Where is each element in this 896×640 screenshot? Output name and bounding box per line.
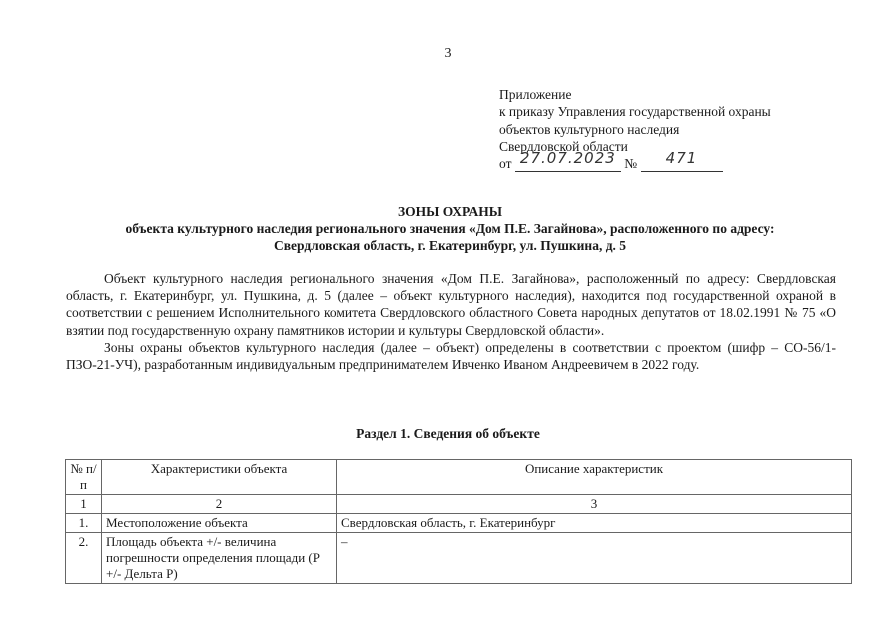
header-cell: Характеристики объекта [102,460,337,495]
object-info-table [65,459,852,584]
appendix-date-line [499,149,771,172]
section-title: Раздел 1. Сведения об объекте [356,426,540,441]
title-line: ЗОНЫ ОХРАНЫ [398,204,502,219]
row-characteristic: Площадь объекта +/- величина погрешности определения площади (Р +/- Дельта Р) [102,533,337,584]
title-line: объекта культурного наследия регионального значения «Дом П.Е. Загайнова», расположенного по адресу: [125,221,775,236]
number-prefix: № [624,156,638,172]
date-prefix: от [499,156,512,172]
appendix-line: к приказу Управления государственной охраны [499,104,771,120]
table-row [66,533,852,584]
header-cell: № п/п [66,460,102,495]
appendix-line: Свердловской области [499,138,628,154]
index-cell: 1 [66,495,102,514]
number-field [641,149,723,172]
row-number: 1. [66,514,102,533]
paragraph: Объект культурного наследия регионального значения «Дом П.Е. Загайнова», расположенный по адресу: Свердловская область, г. Екатеринбург, ул. Пушкина, д. 5 (далее – объект культурного наследия), находится под государственной охраной в соответствии с решением Исполнительного комитета Свердловского областного Совета народных депутатов от 18.02.1991 № 75 «О взятии под государственную охрану памятников истории и культуры Свердловской области». [66,271,836,338]
header-cell: Описание характеристик [337,460,852,495]
index-cell: 3 [337,495,852,514]
page-number: 3 [444,46,452,61]
index-cell: 2 [102,495,337,514]
appendix-block [499,86,771,172]
table-row [66,514,852,533]
table-index-row [66,495,852,514]
body-text [66,270,836,373]
paragraph: Зоны охраны объектов культурного наследия (далее – объект) определены в соответствии с проектом (шифр – СО-56/1-ПЗО-21-УЧ), разработанным индивидуальным предпринимателем Ивченко Иваном Андреевичем в 2022 году. [66,339,836,373]
appendix-line: объектов культурного наследия [499,121,680,137]
handwritten-date: 27.07.2023 [519,149,616,168]
row-description: – [337,533,852,584]
row-number: 2. [66,533,102,584]
table-header-row [66,460,852,495]
handwritten-number: 471 [665,149,698,168]
date-field [515,149,621,172]
appendix-line: Приложение [499,87,572,102]
document-title [60,203,840,254]
title-line: Свердловская область, г. Екатеринбург, ул. Пушкина, д. 5 [273,238,627,253]
row-characteristic: Местоположение объекта [102,514,337,533]
row-description: Свердловская область, г. Екатеринбург [337,514,852,533]
